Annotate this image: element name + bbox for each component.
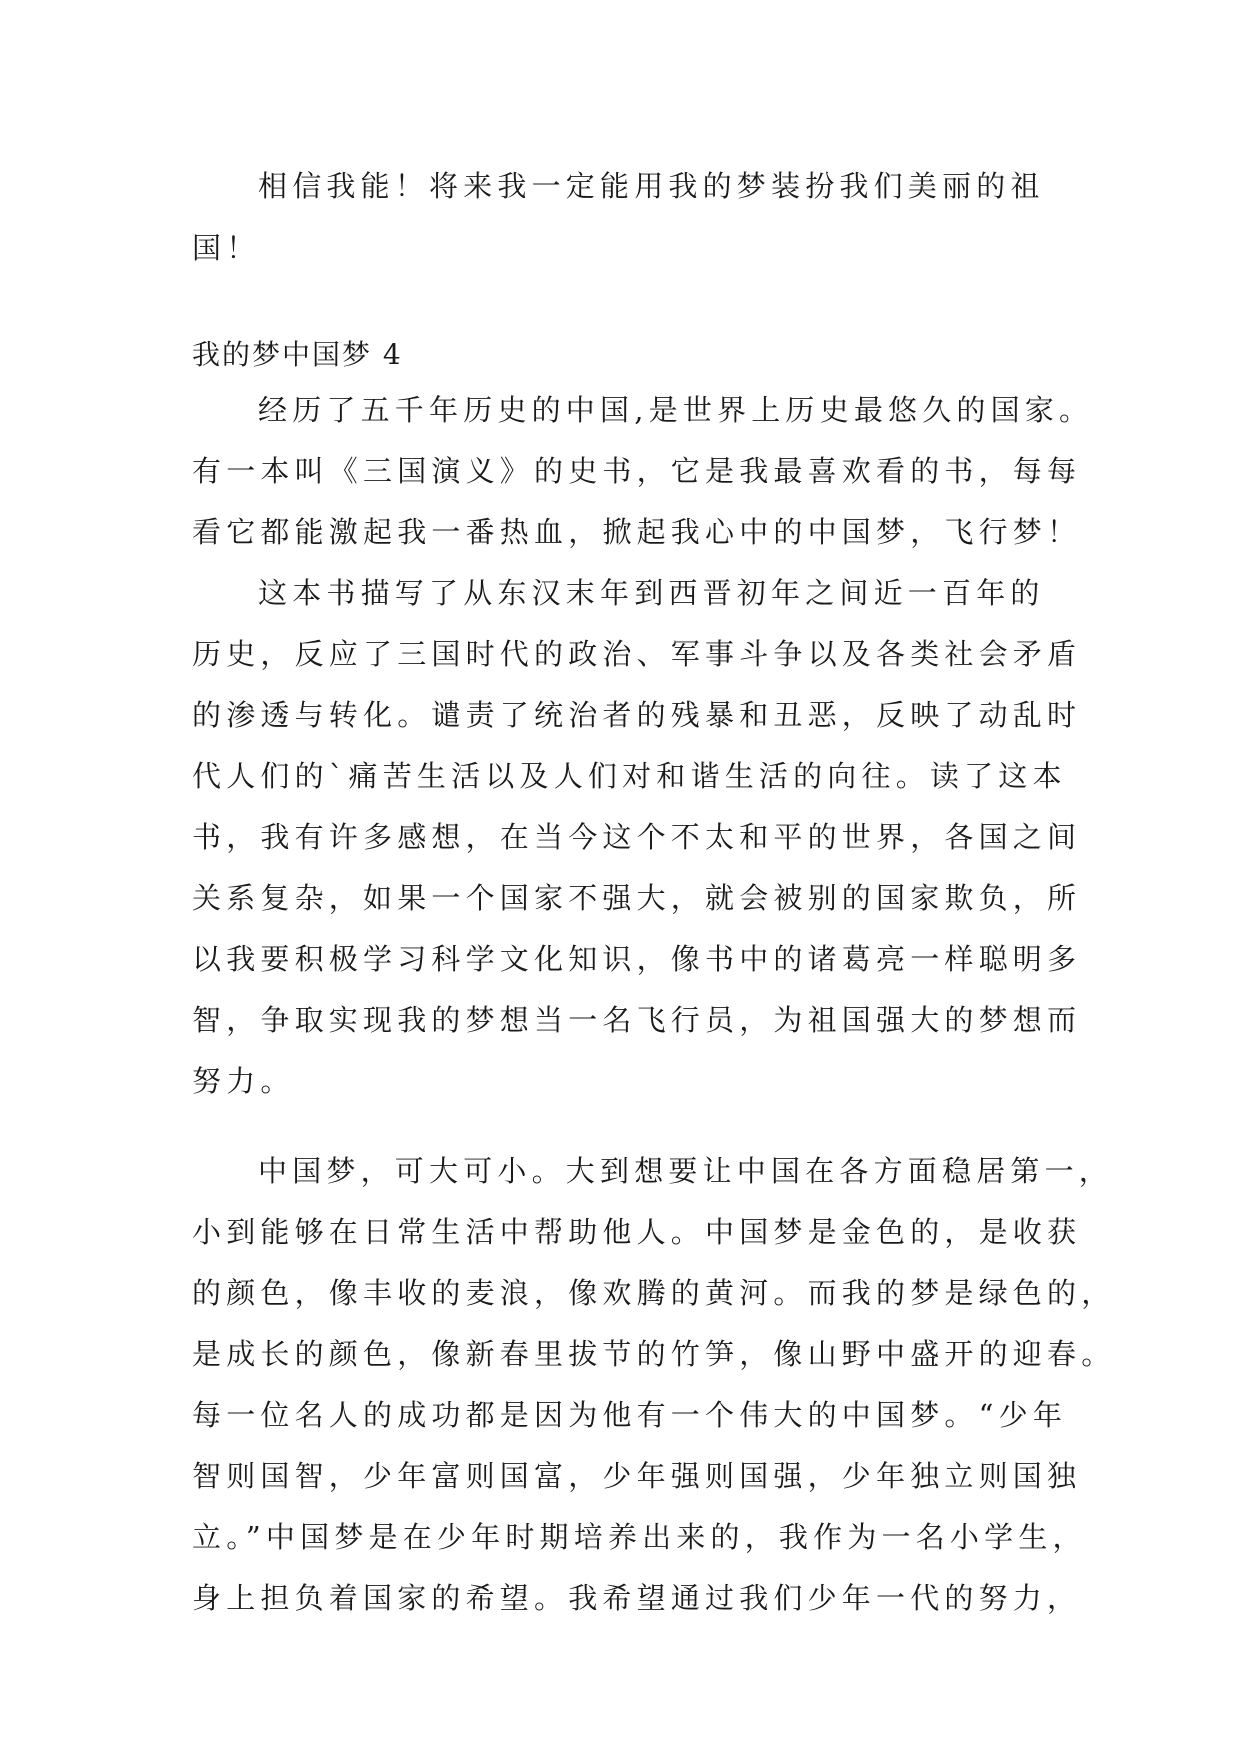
paragraph-3-line-9: 努力。 bbox=[192, 1064, 295, 1098]
paragraph-4-line-3: 的颜色，像丰收的麦浪，像欢腾的黄河。而我的梦是绿色的， bbox=[192, 1276, 1116, 1310]
paragraph-2-line-2: 有一本叫《三国演义》的史书，它是我最喜欢看的书，每每 bbox=[192, 454, 1082, 488]
paragraph-4-line-8: 身上担负着国家的希望。我希望通过我们少年一代的努力， bbox=[192, 1581, 1082, 1615]
paragraph-4-line-4: 是成长的颜色，像新春里拔节的竹笋，像山野中盛开的迎春。 bbox=[192, 1337, 1116, 1371]
paragraph-3-line-1: 这本书描写了从东汉末年到西晋初年之间近一百年的 bbox=[258, 576, 1045, 610]
paragraph-3-line-2: 历史，反应了三国时代的政治、军事斗争以及各类社会矛盾 bbox=[192, 637, 1082, 671]
paragraph-3-line-5: 书，我有许多感想，在当今这个不太和平的世界，各国之间 bbox=[192, 820, 1082, 854]
paragraph-3-line-8: 智，争取实现我的梦想当一名飞行员，为祖国强大的梦想而 bbox=[192, 1003, 1082, 1037]
paragraph-4-line-5: 每一位名人的成功都是因为他有一个伟大的中国梦。“少年 bbox=[192, 1398, 1068, 1432]
paragraph-4-line-1: 中国梦，可大可小。大到想要让中国在各方面稳居第一， bbox=[258, 1154, 1114, 1188]
paragraph-4-line-6: 智则国智，少年富则国富，少年强则国强，少年独立则国独 bbox=[192, 1459, 1082, 1493]
paragraph-2-line-3: 看它都能激起我一番热血，掀起我心中的中国梦，飞行梦！ bbox=[192, 515, 1082, 549]
section-heading: 我的梦中国梦 4 bbox=[192, 338, 403, 371]
paragraph-4-line-7: 立。”中国梦是在少年时期培养出来的，我作为一名小学生， bbox=[192, 1520, 1087, 1554]
paragraph-1-line-2: 国！ bbox=[192, 231, 261, 265]
paragraph-3-line-3: 的渗透与转化。谴责了统治者的残暴和丑恶，反映了动乱时 bbox=[192, 698, 1082, 732]
paragraph-3-line-4: 代人们的`痛苦生活以及人们对和谐生活的向往。读了这本 bbox=[192, 759, 1067, 793]
paragraph-4-line-2: 小到能够在日常生活中帮助他人。中国梦是金色的，是收获 bbox=[192, 1215, 1082, 1249]
paragraph-3-line-7: 以我要积极学习科学文化知识，像书中的诸葛亮一样聪明多 bbox=[192, 942, 1082, 976]
paragraph-2-line-1: 经历了五千年历史的中国,是世界上历史最悠久的国家。 bbox=[258, 393, 1094, 427]
paragraph-3-line-6: 关系复杂，如果一个国家不强大，就会被别的国家欺负，所 bbox=[192, 881, 1082, 915]
paragraph-1-line-1: 相信我能！将来我一定能用我的梦装扮我们美丽的祖 bbox=[258, 169, 1045, 203]
